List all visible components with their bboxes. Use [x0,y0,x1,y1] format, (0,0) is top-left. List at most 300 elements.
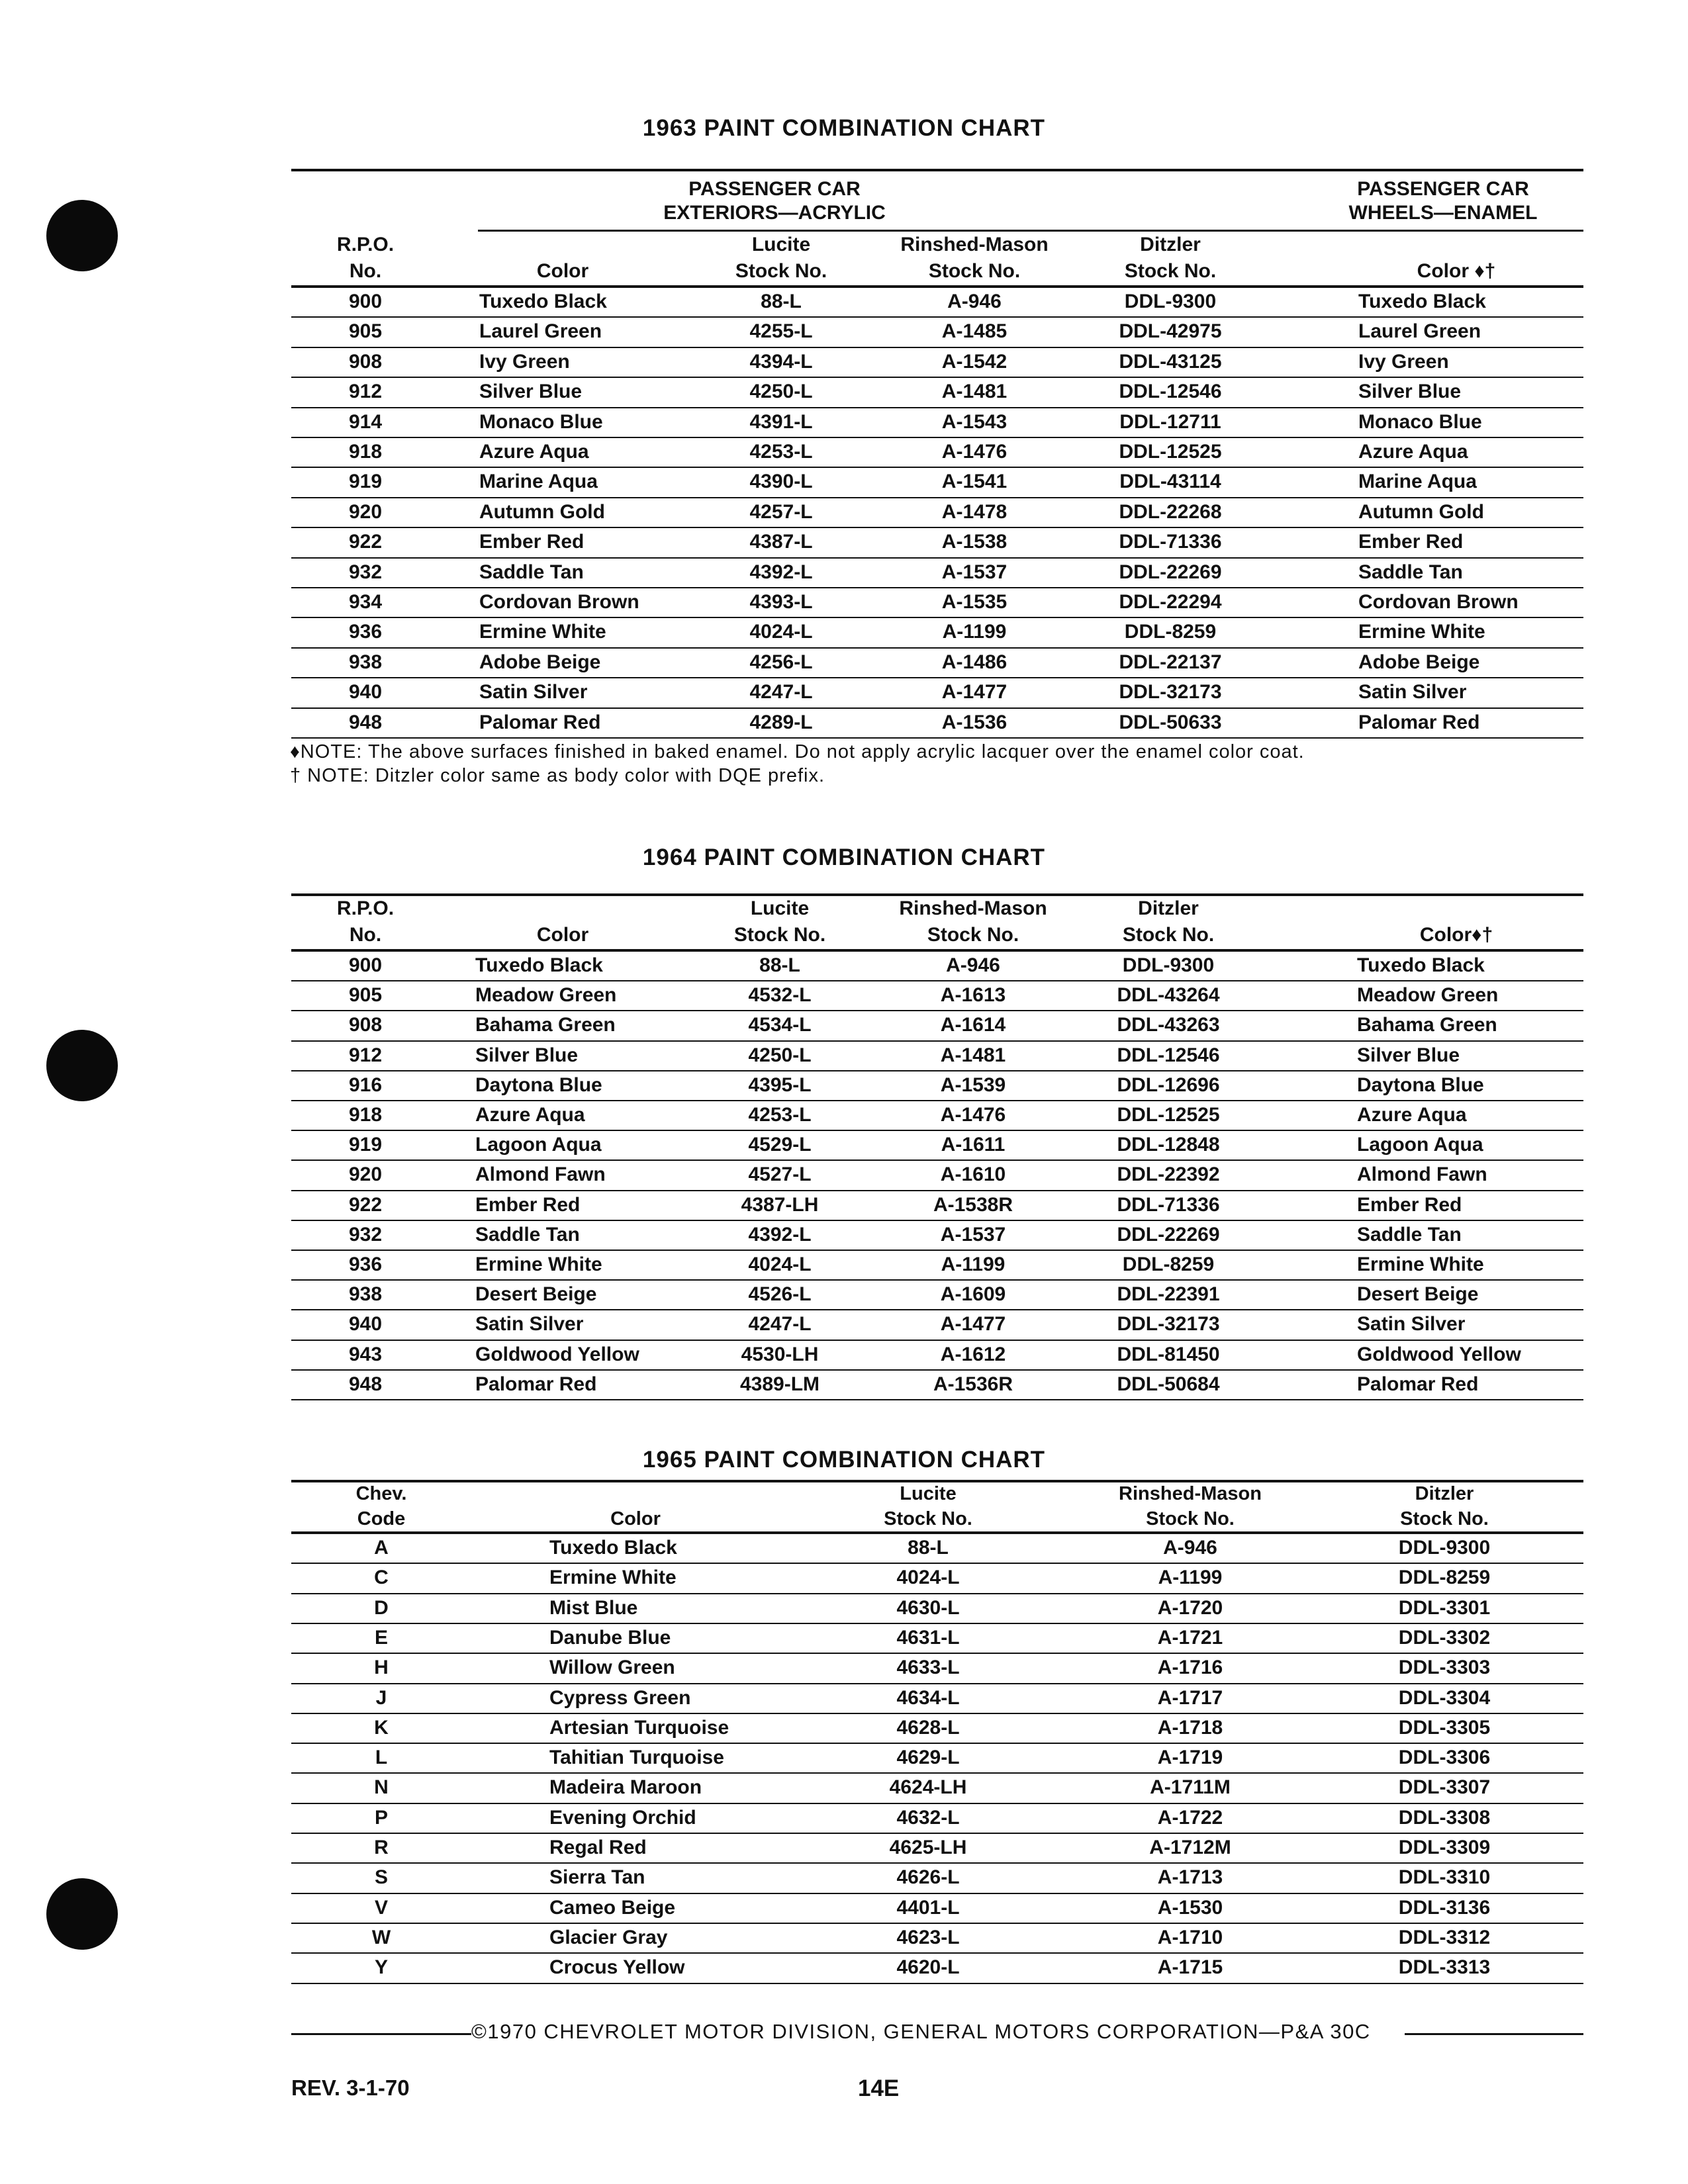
cell-wheel-color: Azure Aqua [1358,441,1468,463]
row-rule [291,497,1583,498]
cell-ditzler: DDL-43114 [1119,471,1221,493]
cell-wheel-color: Tuxedo Black [1358,291,1486,312]
cell-color: Artesian Turquoise [549,1716,729,1739]
cell-chev-code: E [374,1626,388,1649]
cell-ditzler: DDL-3307 [1398,1776,1491,1799]
column-header-lucite-bottom: Stock No. [735,260,827,282]
column-header-lucite-bottom: Stock No. [733,924,826,946]
cell-ditzler: DDL-32173 [1119,681,1222,704]
cell-rpo: 938 [348,1283,383,1306]
footer-rule-left [291,2033,471,2035]
row-rule [291,316,1583,318]
cell-wheel-color: Monaco Blue [1358,410,1482,433]
cell-chev-code: R [374,1837,389,1858]
row-rule [291,1923,1583,1924]
cell-lucite: 4387-LH [741,1193,819,1216]
row-rule [291,1833,1583,1834]
cell-ditzler: DDL-3302 [1398,1626,1491,1649]
group-header-rule [478,230,1583,232]
cell-lucite: 4634-L [896,1686,960,1709]
row-rule [291,1623,1583,1624]
cell-wheel-color: Bahama Green [1357,1014,1497,1036]
cell-rinshed-mason: A-946 [1163,1537,1217,1559]
footer-copyright: ©1970 CHEVROLET MOTOR DIVISION, GENERAL MOTORS CORPORATION—P&A 30C [471,2020,1371,2043]
cell-ditzler: DDL-22391 [1117,1283,1220,1306]
cell-ditzler: DDL-22294 [1119,591,1222,613]
column-header-lucite-top: Lucite [750,897,810,919]
cell-rinshed-mason: A-1721 [1157,1626,1223,1649]
cell-wheel-color: Cordovan Brown [1358,591,1519,613]
cell-chev-code: L [375,1747,388,1769]
cell-lucite: 4289-L [749,711,813,733]
cell-rinshed-mason: A-1537 [941,561,1008,583]
cell-rinshed-mason: A-1717 [1157,1686,1223,1709]
cell-rinshed-mason: A-1614 [940,1014,1006,1036]
column-header-ditzler-top: Ditzler [1138,897,1199,919]
cell-color: Tuxedo Black [479,291,607,312]
cell-wheel-color: Satin Silver [1357,1313,1466,1336]
cell-wheel-color: Silver Blue [1358,381,1462,403]
cell-ditzler: DDL-3303 [1398,1657,1491,1679]
chart-1963-title: 1963 PAINT COMBINATION CHART [642,115,1046,141]
cell-color: Cameo Beige [549,1896,676,1919]
cell-color: Monaco Blue [479,410,603,433]
cell-rpo: 922 [348,531,383,553]
cell-color: Ermine White [475,1253,602,1275]
row-rule [291,347,1583,348]
note-baked-enamel: ♦NOTE: The above surfaces finished in baked enamel. Do not apply acrylic lacquer over the enamel color coat. [290,741,1305,762]
row-rule [291,1040,1583,1042]
note-ditzler-prefix: † NOTE: Ditzler color same as body color with DQE prefix. [290,765,825,786]
cell-lucite: 4527-L [748,1163,812,1186]
cell-ditzler: DDL-3301 [1398,1596,1491,1619]
row-rule [291,1340,1583,1341]
chart-1965-title: 1965 PAINT COMBINATION CHART [642,1447,1046,1473]
row-rule [291,1893,1583,1894]
cell-ditzler: DDL-9300 [1122,954,1215,976]
row-rule [291,707,1583,709]
cell-lucite: 4253-L [749,441,813,463]
group-header-exteriors: PASSENGER CAR [688,178,861,200]
cell-ditzler: DDL-3312 [1398,1926,1491,1948]
cell-lucite: 88-L [761,291,802,312]
column-header-rinshed-mason-bottom: Stock No. [1146,1508,1235,1529]
cell-ditzler: DDL-3136 [1398,1896,1491,1919]
footer-rule-right [1405,2033,1583,2035]
cell-rinshed-mason: A-1715 [1157,1956,1223,1979]
cell-ditzler: DDL-50684 [1117,1373,1220,1395]
cell-ditzler: DDL-42975 [1119,320,1222,343]
cell-lucite: 4024-L [896,1567,960,1589]
cell-color: Palomar Red [479,711,601,733]
group-header-wheels: PASSENGER CAR [1357,178,1529,200]
cell-lucite: 4392-L [749,561,813,583]
cell-rinshed-mason: A-1199 [941,1253,1006,1275]
cell-color: Bahama Green [475,1014,616,1036]
cell-color: Ember Red [479,531,585,553]
cell-chev-code: P [374,1806,388,1829]
cell-wheel-color: Daytona Blue [1357,1073,1484,1096]
cell-rinshed-mason: A-1718 [1157,1716,1223,1739]
paint-chart-1964 [291,893,1583,1403]
cell-wheel-color: Laurel Green [1358,320,1481,343]
cell-rpo: 919 [348,471,383,493]
cell-rinshed-mason: A-1485 [941,320,1008,343]
cell-color: Tuxedo Black [549,1537,677,1559]
page-number: 14E [858,2075,900,2101]
binder-hole-bottom [46,1878,118,1950]
cell-rpo: 912 [348,1044,383,1066]
cell-color: Ermine White [479,621,606,643]
cell-rinshed-mason: A-946 [947,291,1002,312]
cell-color: Azure Aqua [475,1104,585,1126]
cell-ditzler: DDL-71336 [1119,531,1222,553]
cell-rinshed-mason: A-1710 [1157,1926,1223,1948]
cell-rpo: 916 [348,1073,383,1096]
cell-color: Silver Blue [475,1044,579,1066]
cell-color: Almond Fawn [475,1163,606,1186]
cell-chev-code: A [374,1537,389,1559]
cell-rpo: 936 [348,621,383,643]
row-rule [291,1803,1583,1804]
cell-rinshed-mason: A-946 [946,954,1000,976]
cell-rinshed-mason: A-1609 [940,1283,1006,1306]
cell-color: Ivy Green [479,350,570,373]
cell-color: Satin Silver [475,1313,584,1336]
column-header-lucite-top: Lucite [900,1483,957,1504]
cell-rinshed-mason: A-1478 [941,500,1008,523]
row-rule [291,1250,1583,1251]
cell-ditzler: DDL-22268 [1119,500,1222,523]
cell-lucite: 4392-L [748,1223,812,1246]
cell-color: Adobe Beige [479,651,601,673]
cell-lucite: 88-L [759,954,800,976]
cell-ditzler: DDL-8259 [1122,1253,1215,1275]
cell-rinshed-mason: A-1536R [933,1373,1013,1395]
cell-lucite: 4395-L [748,1073,812,1096]
cell-lucite: 4393-L [749,591,813,613]
cell-ditzler: DDL-12711 [1119,410,1221,433]
cell-ditzler: DDL-3309 [1398,1837,1491,1858]
cell-rpo: 932 [348,1223,383,1246]
cell-chev-code: K [374,1716,389,1739]
cell-ditzler: DDL-3310 [1398,1866,1491,1889]
cell-ditzler: DDL-71336 [1117,1193,1220,1216]
cell-rinshed-mason: A-1476 [941,441,1008,463]
row-rule [291,1010,1583,1011]
cell-chev-code: W [371,1926,391,1948]
row-rule [291,1683,1583,1684]
cell-wheel-color: Tuxedo Black [1357,954,1485,976]
group-header-wheels: WHEELS—ENAMEL [1348,202,1538,224]
table-top-rule [291,893,1583,896]
cell-rinshed-mason: A-1481 [941,381,1008,403]
cell-rinshed-mason: A-1612 [940,1343,1006,1365]
cell-lucite: 4632-L [896,1806,960,1829]
cell-rinshed-mason: A-1538 [941,531,1008,553]
cell-lucite: 4024-L [749,621,813,643]
column-header-rinshed-mason-top: Rinshed-Mason [1119,1483,1262,1504]
cell-color: Silver Blue [479,381,583,403]
cell-rinshed-mason: A-1720 [1157,1596,1223,1619]
column-header-lucite-bottom: Stock No. [884,1508,972,1529]
cell-wheel-color: Marine Aqua [1358,471,1477,493]
cell-ditzler: DDL-9300 [1124,291,1217,312]
cell-rpo: 948 [348,711,383,733]
cell-ditzler: DDL-8259 [1124,621,1217,643]
row-rule [291,587,1583,588]
cell-wheel-color: Lagoon Aqua [1357,1134,1483,1156]
cell-lucite: 4626-L [896,1866,960,1889]
cell-lucite: 4394-L [749,350,813,373]
cell-ditzler: DDL-12546 [1119,381,1222,403]
cell-ditzler: DDL-81450 [1117,1343,1220,1365]
cell-chev-code: Y [374,1956,388,1979]
cell-rpo: 922 [348,1193,383,1216]
group-header-exteriors: EXTERIORS—ACRYLIC [663,202,886,224]
row-rule [291,980,1583,981]
cell-lucite: 4534-L [748,1014,812,1036]
cell-chev-code: J [375,1686,387,1709]
row-rule [291,1593,1583,1594]
cell-ditzler: DDL-43263 [1117,1014,1220,1036]
cell-lucite: 4624-LH [889,1776,967,1799]
cell-color: Goldwood Yellow [475,1343,639,1365]
cell-color: Sierra Tan [549,1866,645,1889]
cell-rinshed-mason: A-1611 [941,1134,1006,1156]
cell-rinshed-mason: A-1486 [941,651,1008,673]
column-header-rpo-top: R.P.O. [336,897,395,919]
header-bottom-rule [291,1531,1583,1534]
column-header-color-bottom: Color [536,924,589,946]
cell-wheel-color: Saddle Tan [1357,1223,1462,1246]
cell-rinshed-mason: A-1537 [940,1223,1006,1246]
cell-rpo: 920 [348,1163,383,1186]
cell-lucite: 4389-LM [739,1373,820,1395]
cell-chev-code: V [374,1896,388,1919]
cell-color: Evening Orchid [549,1806,696,1829]
cell-ditzler: DDL-12546 [1117,1044,1220,1066]
cell-color: Azure Aqua [479,441,589,463]
cell-color: Saddle Tan [479,561,584,583]
column-header-ditzler-bottom: Stock No. [1122,924,1215,946]
cell-color: Palomar Red [475,1373,597,1395]
cell-chev-code: C [374,1567,389,1589]
table-top-rule [291,169,1583,171]
row-rule [291,1772,1583,1774]
row-rule [291,1653,1583,1654]
cell-lucite: 4257-L [749,500,813,523]
cell-rpo: 905 [348,320,383,343]
cell-rpo: 900 [348,291,383,312]
cell-chev-code: N [374,1776,389,1799]
cell-ditzler: DDL-22392 [1117,1163,1220,1186]
cell-rinshed-mason: A-1713 [1157,1866,1223,1889]
cell-color: Lagoon Aqua [475,1134,602,1156]
cell-rpo: 938 [348,651,383,673]
cell-ditzler: DDL-22269 [1117,1223,1220,1246]
row-rule [291,1190,1583,1191]
cell-chev-code: D [374,1596,389,1619]
column-header-wheel-color-bottom: Color♦† [1419,924,1493,946]
row-rule [291,1130,1583,1131]
cell-color: Cordovan Brown [479,591,639,613]
cell-color: Ermine White [549,1567,677,1589]
row-rule [291,557,1583,559]
column-header-lucite-top: Lucite [751,234,811,255]
row-rule [291,1862,1583,1864]
cell-lucite: 4387-L [749,531,813,553]
cell-lucite: 4630-L [896,1596,960,1619]
cell-rpo: 908 [348,350,383,373]
column-header-chev-code-top: Chev. [355,1483,407,1504]
cell-lucite: 4529-L [748,1134,812,1156]
chart-1964-title: 1964 PAINT COMBINATION CHART [642,844,1046,870]
row-rule [291,1160,1583,1161]
column-header-ditzler-top: Ditzler [1415,1483,1474,1504]
cell-lucite: 4526-L [748,1283,812,1306]
cell-chev-code: H [374,1657,389,1679]
cell-ditzler: DDL-32173 [1117,1313,1220,1336]
row-rule [291,1220,1583,1221]
cell-lucite: 4623-L [896,1926,960,1948]
cell-lucite: 4247-L [749,681,813,704]
row-rule [291,437,1583,438]
cell-wheel-color: Ermine White [1358,621,1485,643]
cell-color: Tahitian Turquoise [549,1747,724,1769]
row-rule [291,1743,1583,1744]
cell-lucite: 4530-LH [741,1343,819,1365]
cell-rinshed-mason: A-1530 [1157,1896,1223,1919]
column-header-ditzler-bottom: Stock No. [1124,260,1217,282]
cell-ditzler: DDL-22269 [1119,561,1222,583]
cell-lucite: 4256-L [749,651,813,673]
cell-ditzler: DDL-12848 [1117,1134,1220,1156]
cell-rinshed-mason: A-1712M [1149,1837,1231,1858]
cell-rinshed-mason: A-1543 [941,410,1008,433]
column-header-color-bottom: Color [610,1508,661,1529]
cell-color: Meadow Green [475,984,617,1007]
cell-lucite: 4631-L [896,1626,960,1649]
row-rule [291,1399,1583,1400]
cell-rpo: 920 [348,500,383,523]
cell-rinshed-mason: A-1610 [940,1163,1006,1186]
revision-date: REV. 3-1-70 [291,2075,410,2100]
cell-ditzler: DDL-3304 [1398,1686,1491,1709]
cell-rinshed-mason: A-1535 [941,591,1008,613]
cell-ditzler: DDL-3306 [1398,1747,1491,1769]
row-rule [291,1279,1583,1281]
cell-wheel-color: Satin Silver [1358,681,1467,704]
cell-ditzler: DDL-3305 [1398,1716,1491,1739]
cell-wheel-color: Saddle Tan [1358,561,1463,583]
cell-lucite: 4628-L [896,1716,960,1739]
cell-rpo: 940 [348,1313,383,1336]
cell-ditzler: DDL-43264 [1117,984,1220,1007]
cell-rpo: 932 [348,561,383,583]
cell-rpo: 918 [348,441,383,463]
cell-ditzler: DDL-9300 [1398,1537,1491,1559]
cell-rpo: 912 [348,381,383,403]
cell-ditzler: DDL-3308 [1398,1806,1491,1829]
cell-color: Saddle Tan [475,1223,580,1246]
cell-rinshed-mason: A-1541 [941,471,1008,493]
cell-rpo: 919 [348,1134,383,1156]
cell-rinshed-mason: A-1711M [1150,1776,1231,1799]
cell-wheel-color: Palomar Red [1358,711,1480,733]
column-header-rinshed-mason-top: Rinshed-Mason [899,897,1047,919]
row-rule [291,527,1583,528]
cell-ditzler: DDL-22137 [1119,651,1222,673]
cell-chev-code: S [374,1866,388,1889]
cell-color: Cypress Green [549,1686,691,1709]
cell-ditzler: DDL-3313 [1398,1956,1491,1979]
cell-wheel-color: Azure Aqua [1357,1104,1467,1126]
header-bottom-rule [291,949,1583,952]
cell-lucite: 4247-L [748,1313,812,1336]
cell-rinshed-mason: A-1536 [941,711,1008,733]
cell-ditzler: DDL-43125 [1119,350,1222,373]
cell-wheel-color: Palomar Red [1357,1373,1479,1395]
row-rule [291,407,1583,408]
cell-rpo: 943 [348,1343,383,1365]
cell-color: Ember Red [475,1193,581,1216]
cell-rpo: 934 [348,591,383,613]
cell-wheel-color: Desert Beige [1357,1283,1479,1306]
cell-lucite: 4401-L [896,1896,960,1919]
column-header-rinshed-mason-bottom: Stock No. [927,924,1019,946]
column-header-rpo-top: R.P.O. [336,234,395,255]
cell-color: Tuxedo Black [475,954,603,976]
row-rule [291,737,1583,739]
cell-wheel-color: Ember Red [1358,531,1464,553]
cell-rinshed-mason: A-1476 [940,1104,1006,1126]
cell-rpo: 914 [348,410,383,433]
cell-wheel-color: Almond Fawn [1357,1163,1487,1186]
cell-rinshed-mason: A-1722 [1157,1806,1223,1829]
cell-color: Marine Aqua [479,471,598,493]
cell-lucite: 4625-LH [889,1837,967,1858]
cell-rinshed-mason: A-1539 [940,1073,1006,1096]
column-header-chev-code-bottom: Code [357,1508,406,1529]
cell-rpo: 940 [348,681,383,704]
cell-wheel-color: Meadow Green [1357,984,1499,1007]
cell-lucite: 4633-L [896,1657,960,1679]
column-header-color-bottom: Color [536,260,589,282]
row-rule [291,1369,1583,1371]
cell-lucite: 4532-L [748,984,812,1007]
cell-rinshed-mason: A-1716 [1157,1657,1223,1679]
header-bottom-rule [291,285,1583,288]
cell-rinshed-mason: A-1199 [1158,1567,1223,1589]
row-rule [291,1983,1583,1984]
cell-color: Desert Beige [475,1283,597,1306]
cell-lucite: 4391-L [749,410,813,433]
column-header-ditzler-top: Ditzler [1140,234,1201,255]
cell-wheel-color: Silver Blue [1357,1044,1460,1066]
cell-color: Satin Silver [479,681,588,704]
cell-color: Madeira Maroon [549,1776,702,1799]
cell-color: Crocus Yellow [549,1956,685,1979]
binder-hole-top [46,200,118,271]
cell-ditzler: DDL-12696 [1117,1073,1220,1096]
cell-lucite: 88-L [908,1537,949,1559]
cell-color: Autumn Gold [479,500,605,523]
cell-rpo: 918 [348,1104,383,1126]
cell-lucite: 4620-L [896,1956,960,1979]
cell-color: Willow Green [549,1657,675,1679]
cell-color: Regal Red [549,1837,647,1858]
